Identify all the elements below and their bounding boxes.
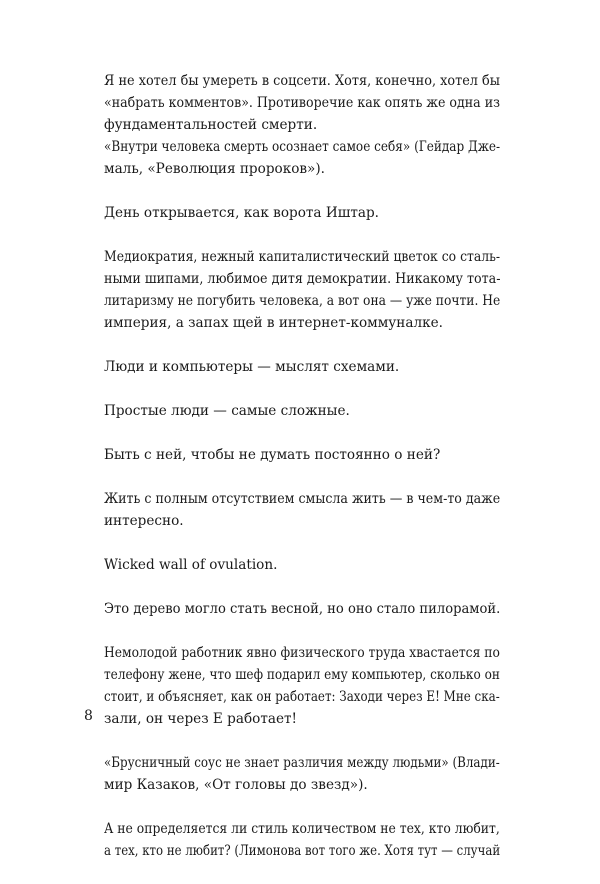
text-line: Я не хотел бы умереть в соцсети. Хотя, конечно, хотел бы <box>104 73 501 89</box>
text-line: Люди и компьютеры — мыслят схемами. <box>104 359 400 375</box>
text-line: «набрать комментов». Противоречие как опять же одна из <box>104 95 500 111</box>
text-line: интересно. <box>104 513 184 529</box>
text-line: маль, «Революция пророков»). <box>104 161 325 177</box>
text-line: День открывается, как ворота Иштар. <box>104 205 379 221</box>
body-text <box>104 70 500 884</box>
text-line: Медиократия, нежный капиталистический цветок со сталь- <box>104 249 501 265</box>
paragraph <box>104 818 500 862</box>
text-line: Быть с ней, чтобы не думать постоянно о ней? <box>104 447 441 463</box>
text-line: империя, а запах щей в интернет-коммуналке. <box>104 315 443 331</box>
text-line: Простые люди — самые сложные. <box>104 403 350 419</box>
text-line: зали, он через Е работает! <box>104 711 298 727</box>
text-line: фундаментальностей смерти. <box>104 117 318 133</box>
text-line: стоит, и объясняет, как он работает: Заходи через Е! Мне ска- <box>104 689 500 705</box>
text-line: Жить с полным отсутствием смысла жить — в чем-то даже <box>104 491 501 507</box>
paragraph <box>104 488 500 532</box>
paragraph <box>104 400 500 422</box>
text-line: ными шипами, любимое дитя демократии. Никакому тота- <box>104 271 501 287</box>
page-number: 8 <box>84 708 93 724</box>
paragraph <box>104 70 500 180</box>
text-line: «Внутри человека смерть осознает самое себя» (Гейдар Дже- <box>104 139 501 155</box>
text-line: А не определяется ли стиль количеством не тех, кто любит, <box>104 821 500 837</box>
text-line: мир Казаков, «От головы до звезд»). <box>104 777 368 793</box>
paragraph <box>104 554 500 576</box>
text-line: «Брусничный соус не знает различия между людьми» (Влади- <box>104 755 500 771</box>
paragraph <box>104 598 500 620</box>
text-line: Немолодой работник явно физического труда хвастается по <box>104 645 500 661</box>
text-line: Это дерево могло стать весной, но оно стало пилорамой. <box>104 601 501 617</box>
text-line: литаризму не погубить человека, а вот она — уже почти. Не <box>104 293 501 309</box>
paragraph <box>104 202 500 224</box>
text-line: а тех, кто не любит? (Лимонова вот того же. Хотя тут — случай <box>104 843 501 859</box>
paragraph <box>104 356 500 378</box>
paragraph <box>104 246 500 334</box>
paragraph <box>104 444 500 466</box>
text-line: Wicked wall of ovulation. <box>104 557 278 573</box>
paragraph <box>104 642 500 730</box>
text-line: телефону жене, что шеф подарил ему компьютер, сколько он <box>104 667 500 683</box>
paragraph <box>104 752 500 796</box>
